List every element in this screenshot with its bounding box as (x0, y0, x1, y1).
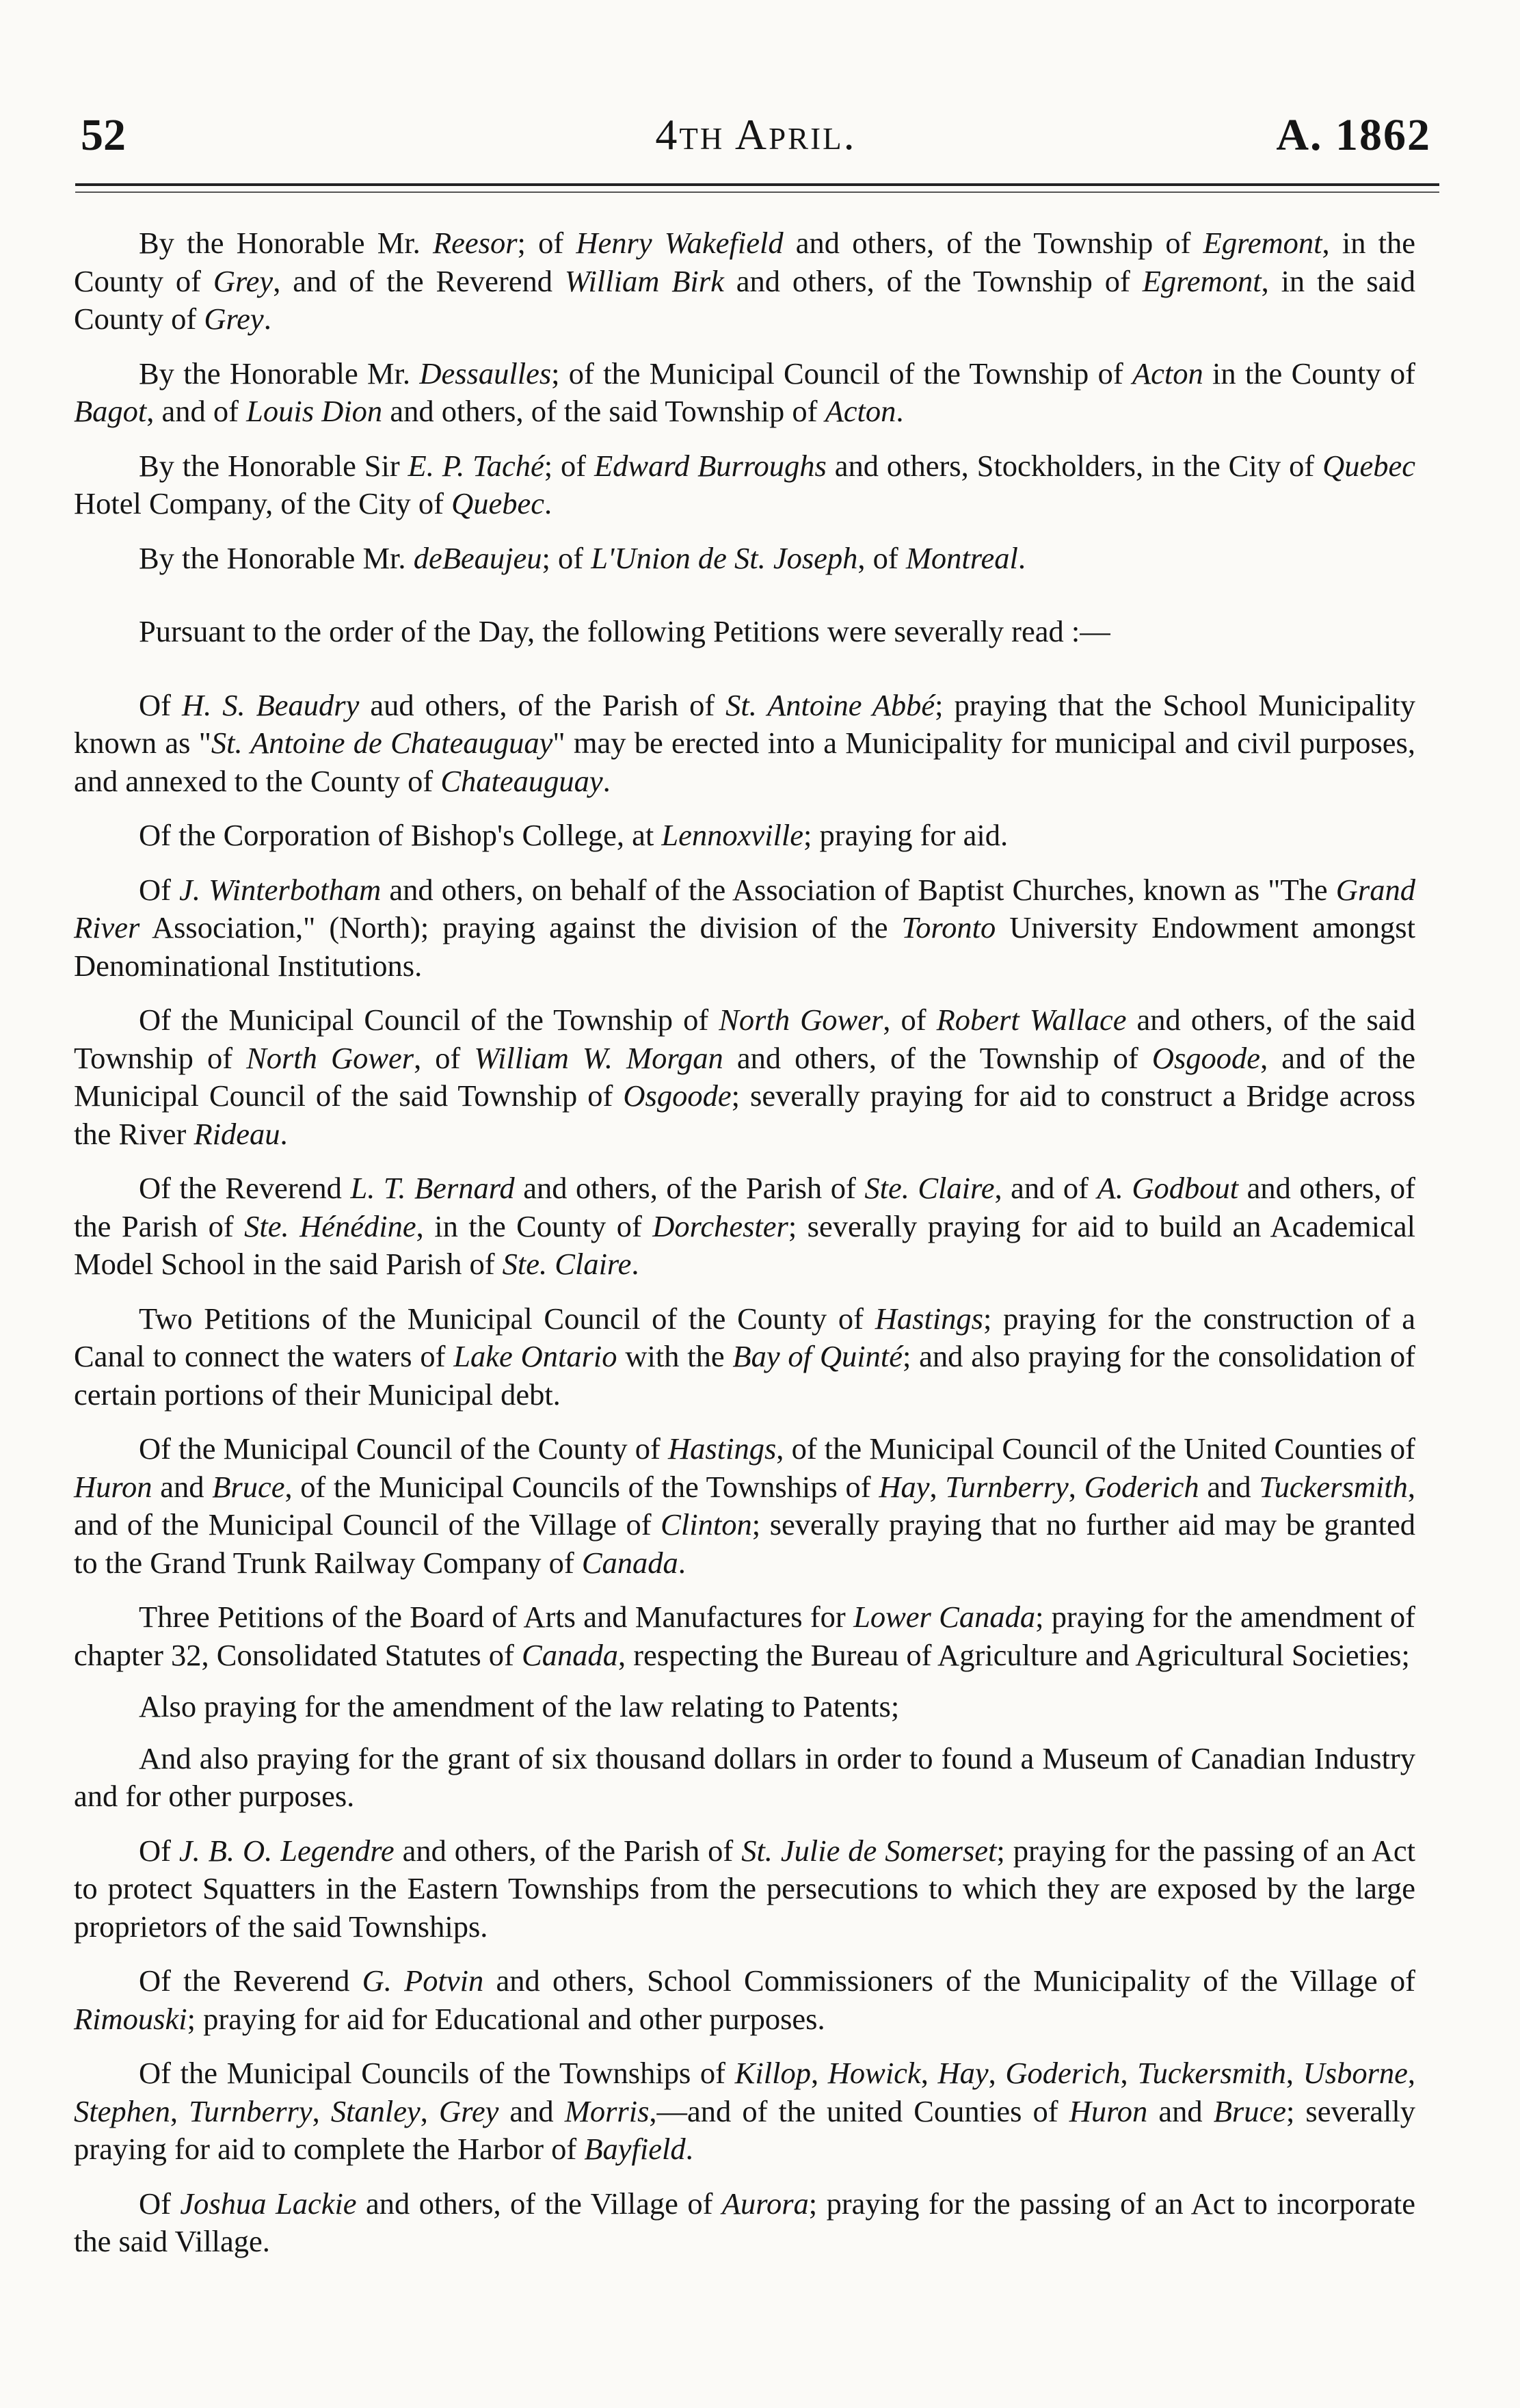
paragraph-legendre: Of J. B. O. Legendre and others, of the Parish of St. Julie de Somerset; praying for the passing of an Act to protect Squatters in the Eastern Townships from the persecutions to which they are exposed by the large proprietors of the said Townships. (74, 1833, 1415, 1944)
header-date: 4th April. (655, 110, 857, 159)
paragraph-dessaulles: By the Honorable Mr. Dessaulles; of the Municipal Council of the Township of Acton in the County of Bagot, and of Louis Dion and others, of the said Township of Acton. (74, 356, 1415, 428)
paragraph-hastings-canal: Two Petitions of the Municipal Council of the County of Hastings; praying for the construction of a Canal to connect the waters of Lake Ontario with the Bay of Quinté; and also praying for the consolidation of certain portions of their Municipal debt. (74, 1301, 1415, 1412)
paragraph-beaudry: Of H. S. Beaudry aud others, of the Parish of St. Antoine Abbé; praying that the School Municipality known as "St. Antoine de Chateauguay" may be erected into a Municipality for municipal and civil purposes, and annexed to the County of Chateauguay. (74, 687, 1415, 798)
paragraph-north-gower: Of the Municipal Council of the Township of North Gower, of Robert Wallace and others, of the said Township of North Gower, of William W. Morgan and others, of the Township of Osgoode, and of the Municipal Council of the said Township of Osgoode; severally praying for aid to construct a Bridge across the River Rideau. (74, 1003, 1416, 1151)
paragraph-tache: By the Honorable Sir E. P. Taché; of Edward Burroughs and others, Stockholders, in the City of Quebec Hotel Company, of the City of Quebec. (74, 448, 1415, 520)
page-number: 52 (81, 110, 126, 160)
paragraph-bayfield-harbor: Of the Municipal Councils of the Townships of Killop, Howick, Hay, Goderich, Tuckersmith, Usborne, Stephen, Turnberry, Stanley, Grey and Morris,—and of the united Counties of Huron and Bruce; severally praying for aid to complete the Harbor of Bayfield. (74, 2056, 1416, 2166)
paragraph-museum: And also praying for the grant of six thousand dollars in order to found a Museum of Canadian Industry and for other purposes. (74, 1741, 1415, 1813)
paragraph-potvin: Of the Reverend G. Potvin and others, School Commissioners of the Municipality of the Village of Rimouski; praying for aid for Educational and other purposes. (74, 1963, 1415, 2036)
running-header (81, 103, 1431, 164)
body-text (74, 224, 1415, 2277)
paragraph-debeaujeu: By the Honorable Mr. deBeaujeu; of L'Union de St. Joseph, of Montreal. (139, 540, 1026, 575)
paragraph-bernard: Of the Reverend L. T. Bernard and others, of the Parish of Ste. Claire, and of A. Godbout and others, of the Parish of Ste. Hénédine, in the County of Dorchester; severally praying for aid to build an Academical Model School in the said Parish of Ste. Claire. (74, 1171, 1415, 1281)
header-year: A. 1862 (1276, 110, 1431, 160)
paragraph-board-of-arts: Three Petitions of the Board of Arts and Manufactures for Lower Canada; praying for the amendment of chapter 32, Consolidated Statutes of Canada, respecting the Bureau of Agriculture and Agricultural Societies; (74, 1600, 1415, 1672)
paragraph-patents: Also praying for the amendment of the law relating to Patents; (139, 1689, 900, 1723)
paragraph-hastings-councils: Of the Municipal Council of the County of Hastings, of the Municipal Council of the United Counties of Huron and Bruce, of the Municipal Councils of the Townships of Hay, Turnberry, Goderich and Tuckersmith, and of the Municipal Council of the Village of Clinton; severally praying that no further aid may be granted to the Grand Trunk Railway Company of Canada. (74, 1431, 1416, 1580)
paragraph-aurora: Of Joshua Lackie and others, of the Village of Aurora; praying for the passing of an Act to incorporate the said Village. (74, 2186, 1415, 2258)
paragraph-order-of-day: Pursuant to the order of the Day, the following Petitions were severally read :— (139, 614, 1110, 648)
header-rule-thin (75, 191, 1439, 193)
header-rule-thick (75, 183, 1439, 186)
paragraph-winterbotham: Of J. Winterbotham and others, on behalf of the Association of Baptist Churches, known as "The Grand River Association," (North); praying against the division of the Toronto University Endowment amongst Denominational Institutions. (74, 872, 1415, 983)
paragraph-bishops-college: Of the Corporation of Bishop's College, at Lennoxville; praying for aid. (139, 818, 1009, 852)
paragraph-reesor: By the Honorable Mr. Reesor; of Henry Wakefield and others, of the Township of Egremont, in the County of Grey, and of the Reverend William Birk and others, of the Township of Egremont, in the said County of Grey. (74, 226, 1416, 336)
